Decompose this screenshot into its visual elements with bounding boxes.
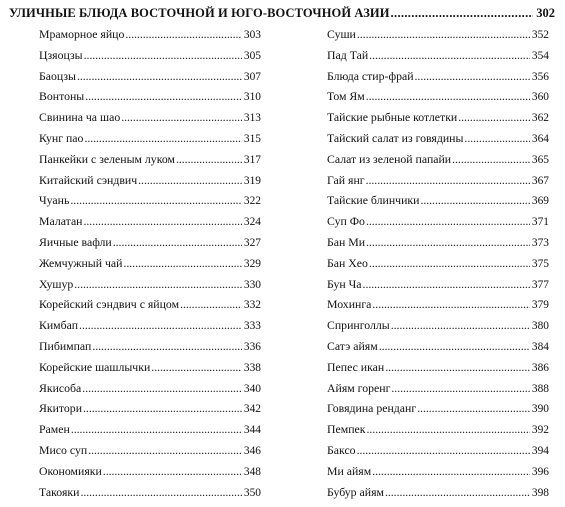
dot-leader [366, 173, 530, 188]
toc-entry-page-number: 307 [243, 70, 261, 83]
toc-entry-page-number: 319 [243, 174, 261, 187]
toc-entry-title: Мисо суп [39, 442, 88, 457]
toc-entry[interactable] [39, 441, 261, 462]
toc-entry-page-number: 392 [531, 424, 549, 437]
toc-entry-title: Китайский сэндвич [39, 172, 138, 187]
toc-entry-page-number: 377 [531, 278, 549, 291]
toc-entry[interactable] [327, 399, 549, 420]
toc-entry-page-number: 364 [531, 132, 549, 145]
toc-entry[interactable] [327, 129, 549, 150]
toc-entry-page-number: 322 [243, 195, 261, 208]
dot-leader [71, 422, 242, 437]
dot-leader [367, 422, 530, 437]
dot-leader [176, 152, 242, 167]
toc-entry-page-number: 352 [531, 29, 549, 41]
dot-leader [385, 485, 530, 500]
dot-leader [70, 193, 242, 208]
toc-entry-title: Чуань [39, 193, 70, 208]
section-title: УЛИЧНЫЕ БЛЮДА ВОСТОЧНОЙ И ЮГО-ВОСТОЧНОЙ АЗИИ [9, 6, 390, 20]
toc-entry-title: Якитори [39, 401, 83, 416]
toc-entry-title: Яичные вафли [39, 234, 112, 249]
toc-entry-page-number: 317 [243, 153, 261, 166]
toc-entry-page-number: 396 [531, 465, 549, 478]
toc-entry-title: Малатан [39, 214, 83, 229]
toc-entry[interactable] [39, 108, 261, 129]
toc-entry-page-number: 310 [243, 91, 261, 104]
toc-entry-title: Пепес икан [327, 359, 385, 374]
toc-entry[interactable] [327, 150, 549, 171]
toc-entry-title: Тайский салат из говядины [327, 130, 464, 145]
toc-entry[interactable] [327, 483, 549, 504]
dot-leader [391, 318, 530, 333]
toc-entry[interactable] [39, 420, 261, 441]
toc-entry[interactable] [327, 171, 549, 192]
dot-leader [82, 381, 242, 396]
toc-entry-page-number: 305 [243, 49, 261, 62]
toc-entry[interactable] [39, 254, 261, 275]
toc-entry-page-number: 356 [531, 70, 549, 83]
dot-leader [391, 381, 530, 396]
toc-entry[interactable] [39, 462, 261, 483]
toc-entry-page-number: 333 [243, 320, 261, 333]
dot-leader [420, 193, 529, 208]
dot-leader [74, 277, 242, 292]
toc-entry-title: Корейские шашлычки [39, 359, 151, 374]
toc-entry-page-number: 365 [531, 153, 549, 166]
toc-entry-title: Жемчужный чай [39, 255, 123, 270]
toc-entry-title: Блюда стир-фрай [327, 68, 414, 83]
toc-entry[interactable] [39, 399, 261, 420]
dot-leader [372, 464, 530, 479]
toc-entry[interactable] [39, 483, 261, 504]
toc-entry-title: Пибимпап [39, 338, 92, 353]
dot-leader [391, 6, 534, 21]
toc-entry-page-number: 329 [243, 257, 261, 270]
toc-entry-title: Кунг пао [39, 130, 84, 145]
toc-entry[interactable] [39, 67, 261, 88]
toc-entry-page-number: 315 [243, 132, 261, 145]
toc-entry-page-number: 380 [531, 320, 549, 333]
toc-entry-page-number: 344 [243, 424, 261, 437]
toc-entry[interactable] [39, 379, 261, 400]
toc-entry[interactable] [39, 171, 261, 192]
dot-leader [80, 485, 241, 500]
dot-leader [123, 256, 241, 271]
toc-entry-page-number: 360 [531, 91, 549, 104]
dot-leader [92, 339, 242, 354]
toc-entry-page-number: 386 [531, 361, 549, 374]
toc-entry-title: Баоцзы [39, 68, 76, 83]
toc-entry[interactable] [327, 379, 549, 400]
dot-leader [180, 297, 242, 312]
dot-leader [151, 360, 242, 375]
toc-entry[interactable] [327, 108, 549, 129]
toc-entry[interactable] [327, 233, 549, 254]
toc-entry-title: Такояки [39, 484, 80, 499]
toc-entry[interactable] [39, 87, 261, 108]
toc-entry[interactable] [39, 46, 261, 67]
toc-entry-title: Окономияки [39, 463, 102, 478]
toc-entry[interactable] [327, 316, 549, 337]
toc-entry[interactable] [39, 191, 261, 212]
toc-entry[interactable] [327, 462, 549, 483]
toc-entry[interactable] [327, 46, 549, 67]
toc-entry-page-number: 398 [531, 486, 549, 499]
toc-entry-title: Бубур айям [327, 484, 384, 499]
toc-entry-page-number: 394 [531, 444, 549, 457]
toc-entry-title: Бан Хео [327, 255, 368, 270]
toc-entry[interactable] [39, 275, 261, 296]
dot-leader [88, 443, 242, 458]
dot-leader [121, 110, 242, 125]
dot-leader [366, 89, 530, 104]
dot-leader [85, 89, 242, 104]
toc-entry-page-number: 336 [243, 340, 261, 353]
toc-entry[interactable] [327, 87, 549, 108]
toc-entry-page-number: 340 [243, 382, 261, 395]
section-heading[interactable] [9, 6, 555, 26]
toc-entry[interactable] [327, 25, 549, 46]
toc-entry[interactable] [39, 150, 261, 171]
dot-leader [103, 464, 242, 479]
toc-entry-title: Бан Ми [327, 234, 366, 249]
dot-leader [125, 27, 242, 42]
dot-leader [363, 277, 530, 292]
toc-entry-title: Гай янг [327, 172, 365, 187]
toc-entry-title: Пад Тай [327, 47, 369, 62]
toc-entry-page-number: 375 [531, 257, 549, 270]
toc-entry-title: Мохинга [327, 297, 372, 312]
toc-entry[interactable] [327, 191, 549, 212]
toc-entry[interactable] [327, 67, 549, 88]
dot-leader [84, 48, 242, 63]
toc-entry[interactable] [39, 212, 261, 233]
toc-entry-title: Суши [327, 27, 356, 41]
section-page-number: 302 [536, 6, 555, 20]
toc-entry[interactable] [39, 233, 261, 254]
toc-entry-page-number: 350 [243, 486, 261, 499]
dot-leader [77, 69, 242, 84]
toc-entry[interactable] [327, 295, 549, 316]
toc-entry-page-number: 379 [531, 299, 549, 312]
toc-entry-page-number: 342 [243, 403, 261, 416]
toc-entry[interactable] [327, 441, 549, 462]
toc-entry-title: Ми айям [327, 463, 372, 478]
dot-leader [357, 27, 530, 42]
toc-entry[interactable] [39, 358, 261, 379]
toc-entry-title: Салат из зеленой папайи [327, 151, 452, 166]
dot-leader [83, 401, 242, 416]
toc-entry-page-number: 354 [531, 49, 549, 62]
toc-entry[interactable] [327, 275, 549, 296]
dot-leader [357, 443, 530, 458]
toc-entry-page-number: 332 [243, 299, 261, 312]
toc-column-right [327, 25, 549, 503]
toc-entry-page-number: 338 [243, 361, 261, 374]
toc-entry-page-number: 371 [531, 216, 549, 229]
toc-entry-title: Говядина ренданг [327, 401, 417, 416]
toc-entry-title: Панкейки с зеленым луком [39, 151, 175, 166]
dot-leader [452, 152, 530, 167]
toc-entry-page-number: 362 [531, 112, 549, 125]
toc-entry-page-number: 384 [531, 340, 549, 353]
dot-leader [79, 318, 242, 333]
toc-entry-page-number: 346 [243, 444, 261, 457]
toc-entry[interactable] [39, 129, 261, 150]
toc-entry-title: Мраморное яйцо [39, 27, 125, 41]
toc-entry-title: Свинина ча шао [39, 110, 121, 125]
dot-leader [417, 401, 530, 416]
dot-leader [464, 131, 529, 146]
toc-entry-title: Бун Ча [327, 276, 362, 291]
dot-leader [415, 69, 530, 84]
dot-leader [385, 360, 530, 375]
dot-leader [369, 256, 530, 271]
toc-entry-page-number: 313 [243, 112, 261, 125]
toc-entry-title: Вонтоны [39, 89, 85, 104]
toc-entry[interactable] [39, 25, 261, 46]
dot-leader [113, 235, 242, 250]
toc-entry-title: Якисоба [39, 380, 82, 395]
toc-entry-title: Рамен [39, 422, 70, 437]
toc-entry-page-number: 303 [243, 29, 261, 41]
toc-entry-page-number: 369 [531, 195, 549, 208]
toc-entry-title: Кимбап [39, 318, 79, 333]
dot-leader [458, 110, 530, 125]
toc-entry-title: Пемпек [327, 422, 366, 437]
toc-entry[interactable] [327, 420, 549, 441]
toc-entry[interactable] [327, 212, 549, 233]
toc-entry-title: Сатэ айям [327, 338, 378, 353]
toc-entry-title: Айям горенг [327, 380, 391, 395]
dot-leader [369, 48, 530, 63]
dot-leader [379, 339, 530, 354]
dot-leader [372, 297, 530, 312]
dot-leader [84, 214, 242, 229]
toc-column-left [39, 25, 261, 503]
toc-entry-page-number: 388 [531, 382, 549, 395]
toc-entry[interactable] [39, 295, 261, 316]
toc-entry-title: Корейский сэндвич с яйцом [39, 297, 180, 312]
toc-entry-page-number: 330 [243, 278, 261, 291]
toc-entry-title: Хушур [39, 276, 74, 291]
toc-entry[interactable] [327, 337, 549, 358]
toc-entry-page-number: 324 [243, 216, 261, 229]
toc-entry-title: Суп Фо [327, 214, 365, 229]
toc-entry-page-number: 348 [243, 465, 261, 478]
dot-leader [84, 131, 241, 146]
toc-entry-title: Цзяоцзы [39, 47, 83, 62]
toc-entry-title: Тайские рыбные котлетки [327, 110, 458, 125]
toc-entry[interactable] [39, 316, 261, 337]
toc-entry-title: Тайские блинчики [327, 193, 420, 208]
toc-entry-page-number: 390 [531, 403, 549, 416]
toc-entry[interactable] [327, 254, 549, 275]
toc-entry-page-number: 367 [531, 174, 549, 187]
toc-entry-title: Спринголлы [327, 318, 390, 333]
dot-leader [366, 214, 530, 229]
toc-entry[interactable] [327, 358, 549, 379]
dot-leader [366, 235, 530, 250]
toc-entry-title: Том Ям [327, 89, 365, 104]
toc-entry-page-number: 327 [243, 236, 261, 249]
toc-entry-title: Баксо [327, 442, 356, 457]
dot-leader [138, 173, 242, 188]
toc-entry-page-number: 373 [531, 236, 549, 249]
toc-entry[interactable] [39, 337, 261, 358]
